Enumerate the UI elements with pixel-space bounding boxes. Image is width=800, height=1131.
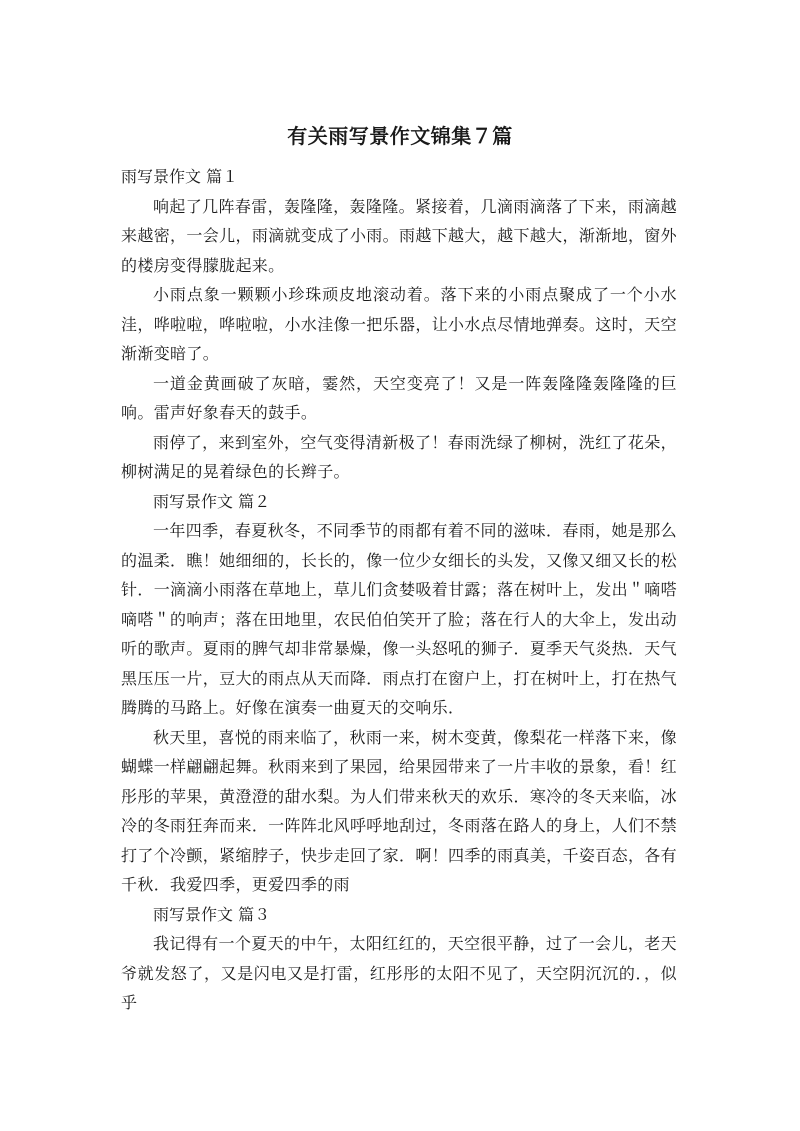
section-3-paragraph-1: 我记得有一个夏天的中午，太阳红红的，天空很平静，过了一会儿，老天爷就发怒了，又是闪电又是打雷，红彤彤的太阳不见了，天空阴沉沉的．，似乎 (121, 934, 677, 1012)
section-heading-2: 雨写景作文 篇２ (153, 491, 271, 511)
section-1-paragraph-1: 响起了几阵春雷，轰隆隆，轰隆隆。紧接着，几滴雨滴落了下来，雨滴越来越密，一会儿，雨滴就变成了小雨。雨越下越大，越下越大，渐渐地，窗外的楼房变得朦胧起来。 (121, 196, 677, 275)
section-heading-3: 雨写景作文 篇３ (153, 904, 271, 924)
section-2-paragraph-2: 秋天里，喜悦的雨来临了，秋雨一来，树木变黄，像梨花一样落下来，像蝴蝶一样翩翩起舞。秋雨来到了果园，给果园带来了一片丰收的景象，看！红彤彤的苹果，黄澄澄的甜水梨。为人们带来秋天的欢乐．寒冷的冬天来临，冰冷的冬雨狂奔而来．一阵阵北风呼呼地刮过，冬雨落在路人的身上，人们不禁打了个冷颤，紧缩脖子，快步走回了家．啊！四季的雨真美，千姿百态，各有千秋．我爱四季，更爱四季的雨 (121, 727, 677, 894)
section-heading-1: 雨写景作文 篇１ (121, 167, 239, 186)
section-1-paragraph-4: 雨停了，来到室外，空气变得清新极了！春雨洗绿了柳树，洗红了花朵，柳树满足的晃着绿色的长辫子。 (121, 432, 677, 481)
document-body (121, 162, 677, 1018)
document-title: 有关雨写景作文锦集７篇 (287, 124, 513, 148)
section-1-paragraph-2: 小雨点象一颗颗小珍珠顽皮地滚动着。落下来的小雨点聚成了一个小水洼，哗啦啦，哗啦啦，小水洼像一把乐器，让小水点尽情地弹奏。这时，天空渐渐变暗了。 (121, 285, 677, 363)
section-2-paragraph-1: 一年四季，春夏秋冬，不同季节的雨都有着不同的滋味．春雨，她是那么的温柔．瞧！她细细的，长长的，像一位少女细长的头发，又像又细又长的松针．一滴滴小雨落在草地上，草儿们贪婪吸着甘露；落在树叶上，发出＂嘀嗒嘀嗒＂的响声；落在田地里，农民伯伯笑开了脸；落在行人的大伞上，发出动听的歌声。夏雨的脾气却非常暴燥，像一头怒吼的狮子．夏季天气炎热．天气黑压压一片，豆大的雨点从天而降．雨点打在窗户上，打在树叶上，打在热气腾腾的马路上。好像在演奏一曲夏天的交响乐． (121, 521, 677, 717)
section-1-paragraph-3: 一道金黄画破了灰暗，霎然，天空变亮了！又是一阵轰隆隆轰隆隆的巨响。雷声好象春天的鼓手。 (121, 373, 677, 422)
